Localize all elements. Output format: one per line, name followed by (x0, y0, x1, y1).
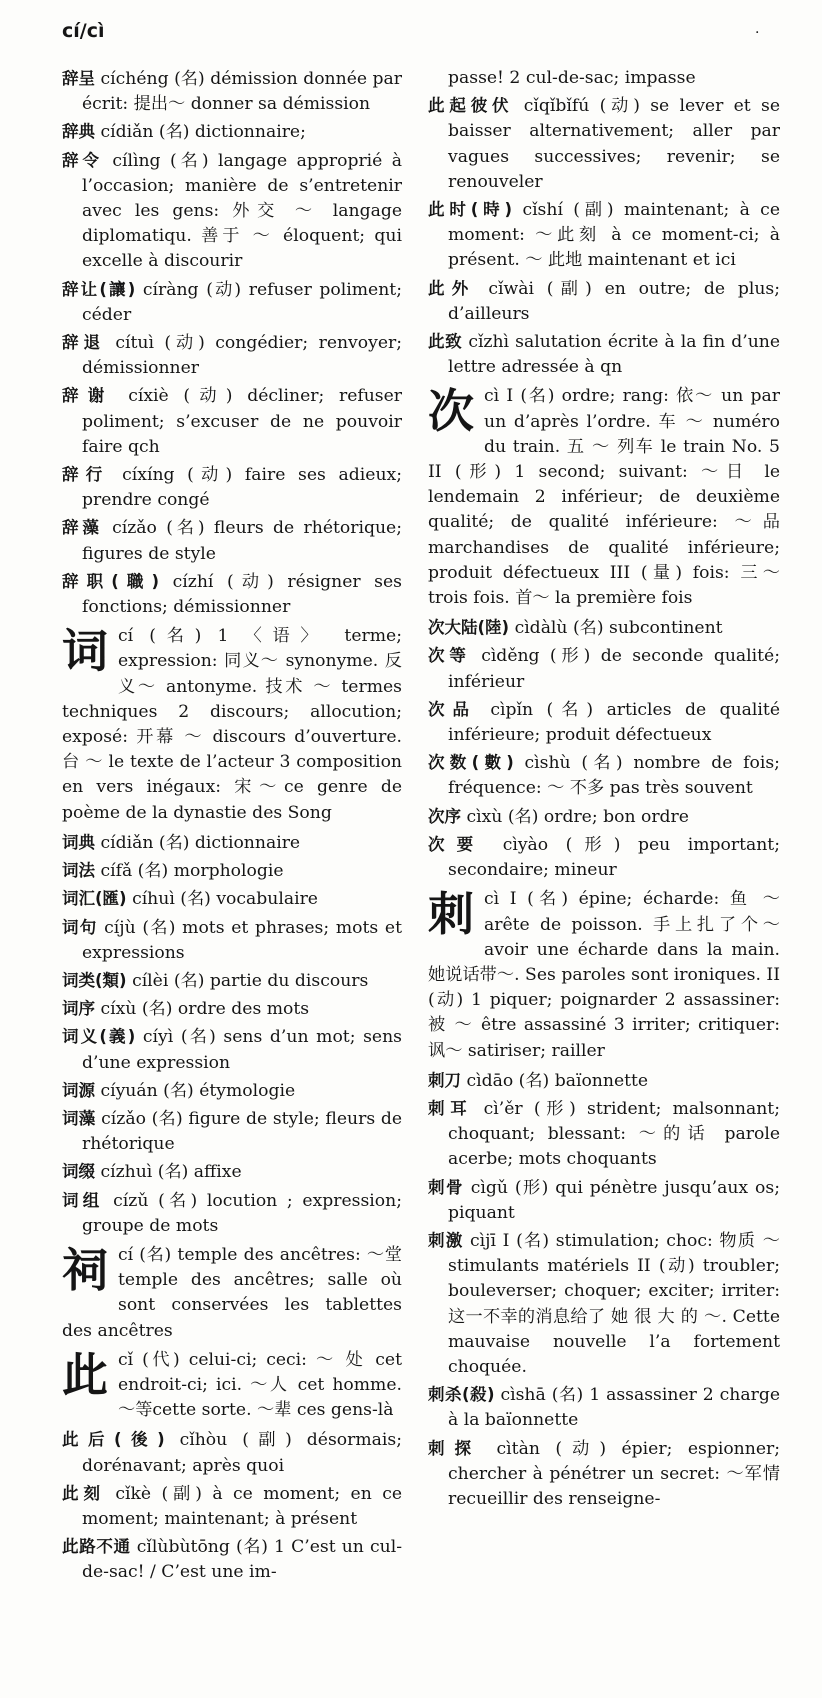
dictionary-entry (62, 569, 402, 620)
entry-headword: 词汇(匯) (62, 889, 127, 909)
entry-definition: passe! 2 cul-de-sac; impasse (448, 68, 696, 88)
entry-definition: cízǎo (名) figure de style; fleurs de rhétorique (82, 1108, 403, 1155)
entry-headword: 次大陆(陸) (428, 618, 510, 638)
page-mark: · (755, 25, 760, 41)
entry-definition: círàng (动) refuser poliment; céder (82, 279, 402, 325)
entry-headword: 辞谢 (62, 386, 114, 406)
dictionary-entry (62, 1024, 402, 1075)
dictionary-entry (428, 1382, 780, 1433)
dictionary-entry-main (428, 887, 780, 1063)
entry-definition: cí (名) 1 〈语〉 terme; expression: 同义～ synonyme. 反义～ antonyme. 技术 ～ termes techniques 2 discours; allocution; exposé: 开幕 ～ discours d’ouverture. 台 ～ le texte de l’acteur 3 composition en vers inégaux: 宋～ce genre de poème de la dynastie des Song (62, 626, 402, 823)
entry-definition: cìtàn (动) épier; espionner; chercher à pénétrer un secret: ～军情 recueillir des renseigne- (448, 1438, 781, 1509)
dictionary-entry (62, 886, 402, 912)
dictionary-entry (428, 329, 780, 380)
entry-definition: cìyào (形) peu important; secondaire; mineur (448, 834, 781, 881)
dictionary-entry (62, 1481, 402, 1532)
entry-definition: cíxù (名) ordre des mots (100, 999, 310, 1020)
dictionary-entry (62, 858, 402, 884)
entry-headword: 次要 (428, 834, 486, 854)
entry-headword: 辞呈 (62, 69, 96, 88)
entry-definition: cìděng (形) de seconde qualité; inférieur (448, 646, 781, 692)
entry-definition: cízǎo (名) fleurs de rhétorique; figures de style (82, 518, 402, 564)
entry-headword: 次数(數) (428, 753, 514, 773)
entry-headword: 词源 (62, 1080, 95, 1100)
entry-definition: cìshā (名) 1 assassiner 2 charge à la baïonnette (448, 1385, 780, 1431)
entry-definition: cǐshí (副) maintenant; à ce moment: ～此刻 à ce moment-ci; à présent. ～ 此地 maintenant et ici (448, 200, 780, 271)
entry-headword: 此起彼伏 (428, 96, 514, 116)
entry-definition: cìjī I (名) stimulation; choc: 物质 ～ stimulants matériels II (动) troubler; bouleverser; choquer; exciter; irriter: 这一不幸的消息给了 她 很 大 的 ～. Cette mauvaise nouvelle l’a fortement choquée. (448, 1230, 780, 1377)
entry-headword: 刺耳 (428, 1098, 473, 1118)
entry-definition: cítuì (动) congédier; renvoyer; démissionner (82, 333, 403, 379)
dictionary-entry (62, 330, 402, 381)
entry-headword: 辞让(讓) (62, 279, 136, 299)
dictionary-entry (62, 830, 402, 856)
dictionary-entry (62, 515, 402, 566)
entry-headword: 辞行 (62, 465, 110, 485)
entry-definition: cíxíng (动) faire ses adieux; prendre congé (82, 465, 403, 511)
entry-headword: 次品 (428, 699, 477, 719)
entry-definition: cízǔ (名) locution ; expression; groupe de mots (82, 1190, 403, 1236)
entry-definition: cìdàlù (名) subcontinent (514, 618, 723, 639)
entry-definition: cǐkè (副) à ce moment; en ce moment; maintenant; à présent (82, 1483, 402, 1529)
entry-headword: 词类(類) (62, 970, 127, 990)
entry-headword: 此刻 (62, 1483, 105, 1503)
entry-definition: cǐhòu (副) désormais; dorénavant; après quoi (82, 1430, 402, 1476)
dictionary-entry (428, 197, 780, 274)
entry-character: 祠 (62, 1242, 108, 1297)
entry-headword: 词序 (62, 999, 95, 1019)
dictionary-entry-main (62, 1348, 402, 1424)
entry-character: 刺 (428, 887, 474, 942)
entry-character: 此 (62, 1347, 108, 1402)
entry-headword: 次序 (428, 806, 461, 826)
entry-headword: 此路不通 (62, 1537, 131, 1557)
entry-headword: 刺骨 (428, 1177, 464, 1197)
entry-headword: 辞令 (62, 150, 103, 170)
entry-definition: cì I (名) épine; écharde: 鱼 ～ arête de poisson. 手上扎了个～ avoir une écharde dans la main. 她说话带～. Ses paroles sont ironiques. II (动) 1 piquer; poignarder 2 assassiner: 被 ～ être assassiné 3 irriter; critiquer: 讽～ satiriser; railler (428, 889, 780, 1061)
dictionary-entry (62, 148, 402, 275)
entry-headword: 此致 (428, 332, 463, 352)
entry-definition: cíyì (名) sens d’un mot; sens d’une expression (82, 1027, 402, 1073)
entry-headword: 词藻 (62, 1108, 96, 1128)
dictionary-entry (428, 93, 780, 195)
dictionary-entry (428, 1068, 780, 1094)
dictionary-entry (62, 277, 402, 328)
entry-character: 词 (62, 624, 108, 679)
dictionary-entry (428, 697, 780, 748)
entry-headword: 词组 (62, 1190, 104, 1210)
entry-definition: cízhí (动) résigner ses fonctions; démissionner (82, 571, 402, 618)
entry-definition: cǐwài (副) en outre; de plus; d’ailleurs (448, 278, 781, 324)
entry-definition: cílìng (名) langage approprié à l’occasion; manière de s’entretenir avec les gens: 外交 ～ langage diplomatiqu. 善于 ～ éloquent; qui excelle à discourir (82, 150, 403, 272)
dictionary-entry (62, 1159, 402, 1185)
entry-definition: cǐlùbùtōng (名) 1 C’est un cul-de-sac! / C’est une im- (82, 1537, 403, 1583)
dictionary-entry (62, 1106, 402, 1157)
entry-definition: cǐ (代) celui-ci; ceci: ～ 处 cet endroit-ci; ici. ～人 cet homme. ～等cette sorte. ～辈 ces gens-là (118, 1349, 402, 1421)
entry-definition: cìxù (名) ordre; bon ordre (466, 806, 689, 827)
left-column (62, 66, 402, 1588)
entry-headword: 词法 (62, 861, 95, 881)
entry-headword: 词义(義) (62, 1027, 136, 1047)
entry-definition: cìgǔ (形) qui pénètre jusqu’aux os; piquant (448, 1177, 780, 1223)
entry-headword: 词典 (62, 832, 95, 852)
entry-definition: cíxiè (动) décliner; refuser poliment; s’excuser de ne pouvoir faire qch (82, 386, 403, 457)
dictionary-entry (62, 996, 402, 1022)
entry-headword: 辞职(職) (62, 571, 160, 591)
dictionary-entry (62, 1427, 402, 1478)
entry-headword: 词句 (62, 917, 98, 937)
dictionary-entry (62, 915, 402, 966)
entry-definition: cíchéng (名) démission donnée par écrit: 提出～ donner sa démission (82, 69, 402, 115)
entry-definition: cǐzhì salutation écrite à la fin d’une lettre adressée à qn (448, 332, 781, 378)
entry-headword: 词缀 (62, 1162, 95, 1182)
entry-definition: cìshù (名) nombre de fois; fréquence: ～ 不多 pas très souvent (448, 753, 780, 799)
running-head: cí/cì (62, 20, 105, 42)
dictionary-entry (62, 1078, 402, 1104)
entry-definition: cífǎ (名) morphologie (100, 861, 284, 882)
dictionary-entry (62, 462, 402, 513)
entry-character: 次 (428, 384, 474, 439)
entry-headword: 辞藻 (62, 518, 103, 538)
dictionary-entry (62, 968, 402, 994)
entry-headword: 辞典 (62, 122, 95, 142)
entry-definition: cíyuán (名) étymologie (100, 1080, 296, 1101)
entry-definition: cìdāo (名) baïonnette (466, 1070, 649, 1091)
dictionary-entry (428, 1436, 780, 1513)
dictionary-entry (62, 1534, 402, 1585)
dictionary-entry (62, 1188, 402, 1239)
dictionary-entry (428, 804, 780, 830)
entry-definition: cì’ěr (形) strident; malsonnant; choquant; blessant: ～的话 parole acerbe; mots choquants (448, 1098, 780, 1170)
entry-definition: cíhuì (名) vocabulaire (132, 889, 318, 910)
entry-definition: cízhuì (名) affixe (100, 1162, 242, 1183)
right-column (428, 66, 780, 1514)
dictionary-entry (62, 383, 402, 460)
dictionary-entry (428, 615, 780, 641)
entry-headword: 此后(後) (62, 1430, 165, 1450)
dictionary-entry (428, 276, 780, 327)
entry-headword: 刺激 (428, 1230, 464, 1250)
dictionary-entry-main (428, 384, 780, 611)
entry-definition: cí (名) temple des ancêtres: ～堂 temple des ancêtres; salle où sont conservées les tablettes des ancêtres (62, 1244, 402, 1341)
entry-definition: cídiǎn (名) dictionnaire; (100, 122, 306, 143)
entry-headword: 此外 (428, 278, 476, 298)
dictionary-entry (428, 66, 780, 91)
dictionary-entry (62, 66, 402, 117)
entry-definition: cíjù (名) mots et phrases; mots et expressions (82, 917, 402, 963)
entry-headword: 刺刀 (428, 1070, 461, 1090)
dictionary-entry (428, 1096, 780, 1173)
dictionary-entry (428, 1175, 780, 1226)
entry-definition: cì I (名) ordre; rang: 依～ un par un d’après l’ordre. 车 ～ numéro du train. 五 ～ 列车 le train No. 5 II (形) 1 second; suivant: ～日 le lendemain 2 inférieur; de deuxième qualité; de qualité inférieure: ～品 marchandises de qualité inférieure; produit défectueux III (量) fois: 三～ trois fois. 首～ la première fois (428, 386, 780, 609)
dictionary-entry-main (62, 1243, 402, 1344)
entry-headword: 刺杀(殺) (428, 1385, 495, 1405)
entry-definition: cídiǎn (名) dictionnaire (100, 832, 301, 853)
entry-headword: 辞退 (62, 333, 105, 353)
entry-definition: cǐqǐbǐfú (动) se lever et se baisser alternativement; aller par vagues successives; revenir; se renouveler (448, 96, 781, 192)
entry-headword: 此时(時) (428, 200, 513, 220)
entry-headword: 刺探 (428, 1438, 482, 1458)
dictionary-entry (428, 643, 780, 694)
entry-headword: 次等 (428, 646, 471, 666)
dictionary-entry (62, 119, 402, 145)
entry-definition: cìpǐn (名) articles de qualité inférieure; produit défectueux (448, 699, 780, 746)
dictionary-entry (428, 832, 780, 883)
dictionary-entry (428, 1228, 780, 1380)
dictionary-entry (428, 750, 780, 801)
entry-definition: cílèi (名) partie du discours (132, 970, 369, 991)
dictionary-entry-main (62, 624, 402, 826)
